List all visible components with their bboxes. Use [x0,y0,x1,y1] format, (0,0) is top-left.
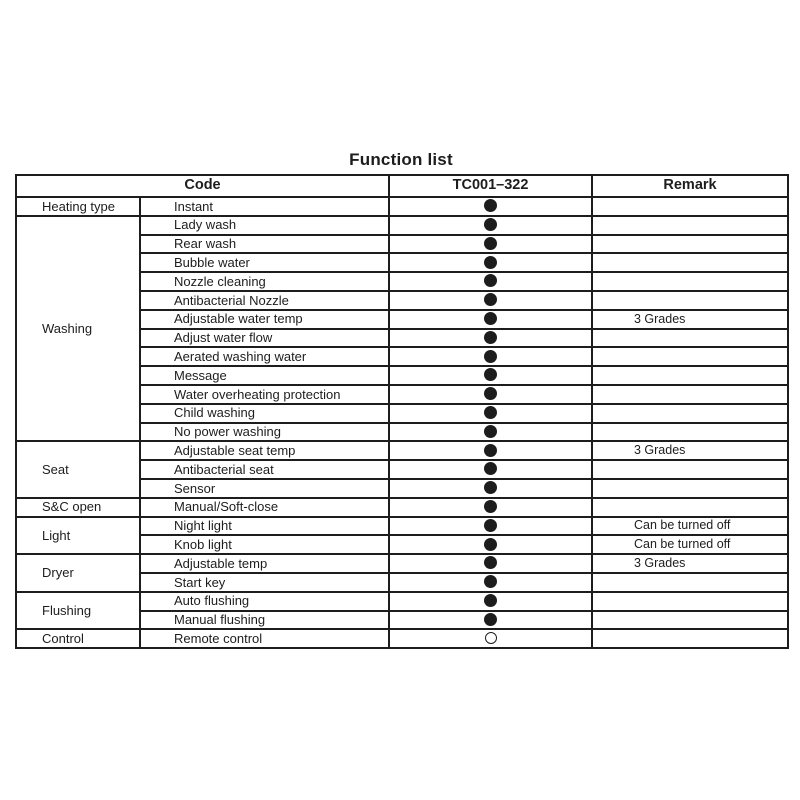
table-header [16,175,788,197]
category-cell-washing: Washing [16,216,140,442]
filled-circle-icon [484,312,497,325]
filled-circle-icon [484,274,497,287]
function-cell-adjustable-water-temp: Adjustable water temp [140,310,389,329]
function-cell-adjust-water-flow: Adjust water flow [140,329,389,348]
page-title: Function list [349,150,453,169]
remark-cell: 3 Grades [592,554,788,573]
filled-circle-icon [484,331,497,344]
filled-circle-icon [484,613,497,626]
value-cell [389,404,592,423]
value-cell [389,216,592,235]
filled-circle-icon [484,293,497,306]
value-cell [389,385,592,404]
function-cell-sensor: Sensor [140,479,389,498]
category-cell-s-c-open: S&C open [16,498,140,517]
category-cell-dryer: Dryer [16,554,140,592]
function-cell-message: Message [140,366,389,385]
filled-circle-icon [484,425,497,438]
value-cell [389,235,592,254]
remark-cell [592,423,788,442]
header-remark: Remark [592,175,788,197]
remark-cell [592,498,788,517]
function-cell-nozzle-cleaning: Nozzle cleaning [140,272,389,291]
remark-cell [592,460,788,479]
remark-cell: 3 Grades [592,441,788,460]
function-table [15,174,789,649]
table-row [16,629,788,648]
value-cell [389,441,592,460]
function-cell-bubble-water: Bubble water [140,253,389,272]
table-row [16,197,788,216]
filled-circle-icon [484,462,497,475]
function-table-body [16,197,788,648]
value-cell [389,479,592,498]
function-cell-start-key: Start key [140,573,389,592]
remark-cell [592,253,788,272]
remark-cell [592,573,788,592]
value-cell [389,611,592,630]
table-row [16,554,788,573]
filled-circle-icon [484,406,497,419]
remark-cell [592,385,788,404]
value-cell [389,291,592,310]
function-cell-adjustable-seat-temp: Adjustable seat temp [140,441,389,460]
value-cell [389,460,592,479]
table-row [16,498,788,517]
filled-circle-icon [484,237,497,250]
function-cell-rear-wash: Rear wash [140,235,389,254]
filled-circle-icon [484,218,497,231]
value-cell [389,423,592,442]
function-cell-aerated-washing-water: Aerated washing water [140,347,389,366]
remark-cell [592,592,788,611]
filled-circle-icon [484,387,497,400]
remark-cell [592,366,788,385]
value-cell [389,272,592,291]
function-cell-no-power-washing: No power washing [140,423,389,442]
category-cell-seat: Seat [16,441,140,497]
value-cell [389,366,592,385]
remark-cell [592,216,788,235]
value-cell [389,310,592,329]
remark-cell [592,329,788,348]
function-cell-adjustable-temp: Adjustable temp [140,554,389,573]
value-cell [389,498,592,517]
filled-circle-icon [484,556,497,569]
remark-cell [592,235,788,254]
filled-circle-icon [484,594,497,607]
filled-circle-icon [484,199,497,212]
filled-circle-icon [484,519,497,532]
remark-cell [592,629,788,648]
remark-cell [592,291,788,310]
filled-circle-icon [484,256,497,269]
category-cell-light: Light [16,517,140,555]
function-cell-auto-flushing: Auto flushing [140,592,389,611]
category-cell-control: Control [16,629,140,648]
function-cell-antibacterial-seat: Antibacterial seat [140,460,389,479]
table-row [16,441,788,460]
filled-circle-icon [484,350,497,363]
remark-cell [592,404,788,423]
remark-cell [592,347,788,366]
open-circle-icon [485,632,497,644]
filled-circle-icon [484,538,497,551]
filled-circle-icon [484,481,497,494]
value-cell [389,197,592,216]
remark-cell [592,479,788,498]
value-cell [389,329,592,348]
function-cell-night-light: Night light [140,517,389,536]
table-row [16,517,788,536]
filled-circle-icon [484,575,497,588]
function-cell-remote-control: Remote control [140,629,389,648]
header-code: Code [16,175,389,197]
filled-circle-icon [484,368,497,381]
table-row [16,216,788,235]
value-cell [389,253,592,272]
header-model: TC001–322 [389,175,592,197]
function-cell-antibacterial-nozzle: Antibacterial Nozzle [140,291,389,310]
category-cell-heating-type: Heating type [16,197,140,216]
function-cell-manual-flushing: Manual flushing [140,611,389,630]
function-cell-child-washing: Child washing [140,404,389,423]
remark-cell [592,197,788,216]
remark-cell: Can be turned off [592,517,788,536]
remark-cell [592,272,788,291]
header-row [16,175,788,197]
filled-circle-icon [484,444,497,457]
value-cell [389,535,592,554]
remark-cell: Can be turned off [592,535,788,554]
remark-cell [592,611,788,630]
table-row [16,592,788,611]
value-cell [389,347,592,366]
function-cell-lady-wash: Lady wash [140,216,389,235]
value-cell [389,573,592,592]
value-cell [389,554,592,573]
function-cell-instant: Instant [140,197,389,216]
value-cell [389,592,592,611]
value-cell [389,517,592,536]
function-cell-manual-soft-close: Manual/Soft-close [140,498,389,517]
category-cell-flushing: Flushing [16,592,140,630]
value-cell [389,629,592,648]
remark-cell: 3 Grades [592,310,788,329]
function-cell-water-overheating-protection: Water overheating protection [140,385,389,404]
filled-circle-icon [484,500,497,513]
function-cell-knob-light: Knob light [140,535,389,554]
